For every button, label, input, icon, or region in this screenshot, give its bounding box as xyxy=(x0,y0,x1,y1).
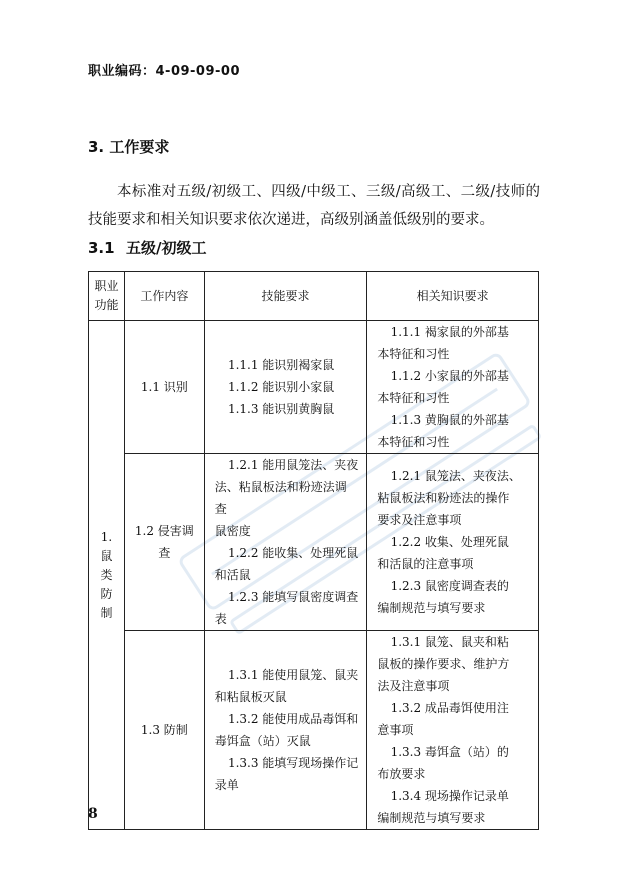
subsection-title xyxy=(88,237,206,258)
header-content: 工作内容 xyxy=(124,272,204,321)
knowledge-cell: 1.3.1 鼠笼、鼠夹和粘 鼠板的操作要求、维护方 法及注意事项 1.3.2 成品毒饵使用注 意事项 1.3.3 毒饵盒（站）的 布放要求 1.3.4 现场操作记录单 编制规范与填写要求 xyxy=(367,631,539,830)
intro-text: 本标准对五级/初级工、四级/中级工、三级/高级工、二级/技师的技能要求和相关知识要求依次递进，高级别涵盖低级别的要求。 xyxy=(88,184,540,228)
table-header-row xyxy=(89,272,539,321)
skill-cell: 1.3.1 能使用鼠笼、鼠夹 和粘鼠板灭鼠 1.3.2 能使用成品毒饵和 毒饵盒（站）灭鼠 1.3.3 能填写现场操作记 录单 xyxy=(204,631,367,830)
knowledge-cell: 1.2.1 鼠笼法、夹夜法、 粘鼠板法和粉迹法的操作 要求及注意事项 1.2.2 收集、处理死鼠 和活鼠的注意事项 1.2.3 鼠密度调查表的 编制规范与填写要求 xyxy=(367,454,539,631)
skill-cell: 1.1.1 能识别褐家鼠 1.1.2 能识别小家鼠 1.1.3 能识别黄胸鼠 xyxy=(204,321,367,454)
section-title: 3. 工作要求 xyxy=(88,138,170,156)
header-knowledge: 相关知识要求 xyxy=(367,272,539,321)
table-row xyxy=(89,631,539,830)
knowledge-cell: 1.1.1 褐家鼠的外部基 本特征和习性 1.1.2 小家鼠的外部基 本特征和习性 1.1.3 黄胸鼠的外部基 本特征和习性 xyxy=(367,321,539,454)
requirements-table xyxy=(88,271,539,830)
header-function: 职业功能 xyxy=(89,272,125,321)
subsection-number: 3.1 xyxy=(88,239,115,257)
content-cell: 1.1 识别 xyxy=(124,321,204,454)
table-row xyxy=(89,321,539,454)
occupation-code: 职业编码：4-09-09-00 xyxy=(88,64,241,79)
function-text: 鼠类防制 xyxy=(100,549,113,620)
table-row xyxy=(89,454,539,631)
content-cell: 1.3 防制 xyxy=(124,631,204,830)
page-number: 8 xyxy=(88,806,98,822)
function-number: 1. xyxy=(100,530,113,544)
subsection-label: 五级/初级工 xyxy=(126,239,207,257)
intro-paragraph xyxy=(88,178,540,234)
function-cell xyxy=(89,321,125,830)
content-cell: 1.2 侵害调查 xyxy=(124,454,204,631)
header-skill: 技能要求 xyxy=(204,272,367,321)
skill-cell: 1.2.1 能用鼠笼法、夹夜 法、粘鼠板法和粉迹法调查 鼠密度 1.2.2 能收集、处理死鼠 和活鼠 1.2.3 能填写鼠密度调查 表 xyxy=(204,454,367,631)
